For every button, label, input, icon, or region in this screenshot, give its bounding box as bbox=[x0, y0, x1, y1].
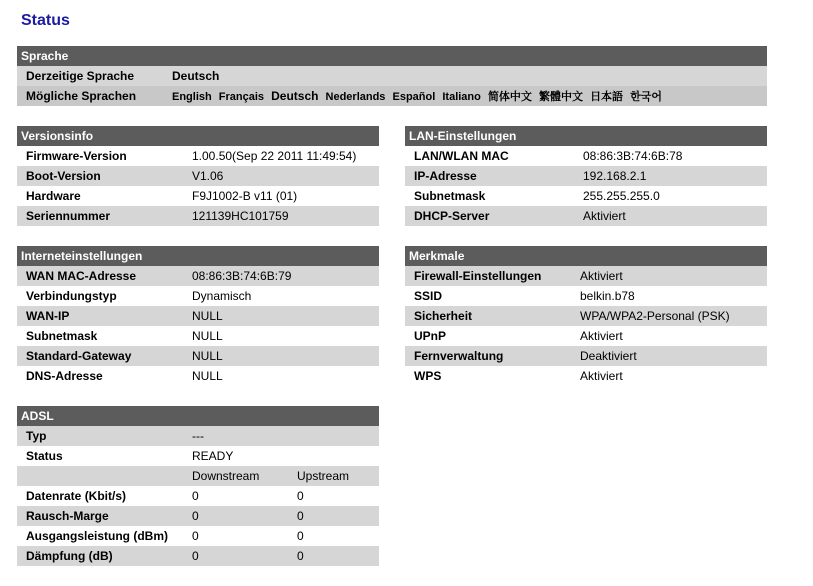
upnp-label: UPnP bbox=[414, 329, 447, 343]
internet-header: Interneteinstellungen bbox=[17, 246, 379, 266]
adsl-row bbox=[17, 506, 379, 526]
versionsinfo-row bbox=[17, 166, 379, 186]
versionsinfo-row bbox=[17, 146, 379, 166]
lan-row bbox=[405, 146, 767, 166]
page-title: Status bbox=[21, 12, 70, 29]
adsl-panel bbox=[17, 406, 379, 566]
remote-management-label: Fernverwaltung bbox=[414, 349, 504, 363]
adsl-type-value: --- bbox=[192, 429, 204, 443]
serial-number-label: Seriennummer bbox=[26, 209, 111, 223]
versionsinfo-panel bbox=[17, 126, 379, 226]
merkmale-row bbox=[405, 346, 767, 366]
downstream-heading: Downstream bbox=[192, 469, 260, 483]
attenuation-upstream: 0 bbox=[297, 549, 304, 563]
language-link-francais[interactable]: Français bbox=[218, 91, 265, 103]
wan-ip-value: NULL bbox=[192, 309, 223, 323]
sprache-available-label: Mögliche Sprachen bbox=[26, 89, 137, 103]
sprache-current-value: Deutsch bbox=[172, 69, 220, 83]
hardware-label: Hardware bbox=[26, 189, 81, 203]
ssid-label: SSID bbox=[414, 289, 443, 303]
lan-row bbox=[405, 206, 767, 226]
internet-row bbox=[17, 366, 379, 386]
merkmale-row bbox=[405, 326, 767, 346]
merkmale-row bbox=[405, 286, 767, 306]
wan-subnetmask-label: Subnetmask bbox=[26, 329, 98, 343]
firmware-version-value: 1.00.50(Sep 22 2011 11:49:54) bbox=[192, 149, 357, 163]
data-rate-downstream: 0 bbox=[192, 489, 199, 503]
wan-mac-value: 08:86:3B:74:6B:79 bbox=[192, 269, 292, 283]
dhcp-server-value: Aktiviert bbox=[583, 209, 626, 223]
firewall-value: Aktiviert bbox=[580, 269, 623, 283]
lan-mac-value: 08:86:3B:74:6B:78 bbox=[583, 149, 683, 163]
data-rate-label: Datenrate (Kbit/s) bbox=[26, 489, 127, 503]
adsl-row bbox=[17, 466, 379, 486]
merkmale-row bbox=[405, 266, 767, 286]
sprache-row-available bbox=[17, 86, 767, 106]
lan-row bbox=[405, 166, 767, 186]
noise-margin-downstream: 0 bbox=[192, 509, 199, 523]
ssid-value: belkin.b78 bbox=[580, 289, 635, 303]
versionsinfo-header: Versionsinfo bbox=[17, 126, 379, 146]
internet-row bbox=[17, 346, 379, 366]
versionsinfo-row bbox=[17, 186, 379, 206]
adsl-header: ADSL bbox=[17, 406, 379, 426]
dns-address-value: NULL bbox=[192, 369, 223, 383]
dns-address-label: DNS-Adresse bbox=[26, 369, 103, 383]
wps-value: Aktiviert bbox=[580, 369, 623, 383]
language-link-nederlands[interactable]: Nederlands bbox=[325, 91, 386, 103]
sprache-current-label: Derzeitige Sprache bbox=[26, 69, 135, 83]
language-link-italiano[interactable]: Italiano bbox=[442, 91, 481, 103]
lan-row bbox=[405, 186, 767, 206]
lan-header: LAN-Einstellungen bbox=[405, 126, 767, 146]
default-gateway-label: Standard-Gateway bbox=[26, 349, 132, 363]
internet-row bbox=[17, 306, 379, 326]
adsl-row bbox=[17, 486, 379, 506]
internet-row bbox=[17, 326, 379, 346]
output-power-label: Ausgangsleistung (dBm) bbox=[26, 529, 169, 543]
noise-margin-upstream: 0 bbox=[297, 509, 304, 523]
sprache-row-current bbox=[17, 66, 767, 86]
wan-ip-label: WAN-IP bbox=[26, 309, 70, 323]
wan-subnetmask-value: NULL bbox=[192, 329, 223, 343]
serial-number-value: 121139HC101759 bbox=[192, 209, 289, 223]
lan-mac-label: LAN/WLAN MAC bbox=[414, 149, 509, 163]
language-link-espanol[interactable]: Español bbox=[392, 91, 436, 103]
boot-version-value: V1.06 bbox=[192, 169, 224, 183]
language-link-deutsch[interactable]: Deutsch bbox=[271, 89, 319, 103]
merkmale-row bbox=[405, 366, 767, 386]
lan-subnetmask-value: 255.255.255.0 bbox=[583, 189, 660, 203]
language-list bbox=[172, 86, 666, 106]
adsl-status-value: READY bbox=[192, 449, 234, 463]
adsl-row bbox=[17, 426, 379, 446]
language-link-english[interactable]: English bbox=[172, 91, 212, 103]
merkmale-row bbox=[405, 306, 767, 326]
language-link-chinese-traditional[interactable]: 繁體中文 bbox=[539, 91, 583, 103]
attenuation-downstream: 0 bbox=[192, 549, 199, 563]
noise-margin-label: Rausch-Marge bbox=[26, 509, 109, 523]
sprache-panel bbox=[17, 46, 767, 106]
security-value: WPA/WPA2-Personal (PSK) bbox=[580, 309, 730, 323]
output-power-downstream: 0 bbox=[192, 529, 199, 543]
versionsinfo-row bbox=[17, 206, 379, 226]
language-link-japanese[interactable]: 日本語 bbox=[590, 91, 624, 103]
upnp-value: Aktiviert bbox=[580, 329, 623, 343]
wps-label: WPS bbox=[414, 369, 442, 383]
default-gateway-value: NULL bbox=[192, 349, 223, 363]
connection-type-label: Verbindungstyp bbox=[26, 289, 117, 303]
connection-type-value: Dynamisch bbox=[192, 289, 252, 303]
ip-address-label: IP-Adresse bbox=[414, 169, 477, 183]
wan-mac-label: WAN MAC-Adresse bbox=[26, 269, 137, 283]
dhcp-server-label: DHCP-Server bbox=[414, 209, 490, 223]
attenuation-label: Dämpfung (dB) bbox=[26, 549, 113, 563]
adsl-row bbox=[17, 546, 379, 566]
upstream-heading: Upstream bbox=[297, 469, 350, 483]
internet-panel bbox=[17, 246, 379, 386]
adsl-row bbox=[17, 446, 379, 466]
lan-subnetmask-label: Subnetmask bbox=[414, 189, 486, 203]
language-link-chinese-simplified[interactable]: 简体中文 bbox=[487, 91, 532, 103]
security-label: Sicherheit bbox=[414, 309, 473, 323]
sprache-header: Sprache bbox=[17, 46, 767, 66]
merkmale-header: Merkmale bbox=[405, 246, 767, 266]
remote-management-value: Deaktiviert bbox=[580, 349, 637, 363]
hardware-value: F9J1002-B v11 (01) bbox=[192, 189, 298, 203]
adsl-type-label: Typ bbox=[26, 429, 47, 443]
ip-address-value: 192.168.2.1 bbox=[583, 169, 647, 183]
internet-row bbox=[17, 286, 379, 306]
output-power-upstream: 0 bbox=[297, 529, 304, 543]
firewall-label: Firewall-Einstellungen bbox=[414, 269, 542, 283]
data-rate-upstream: 0 bbox=[297, 489, 304, 503]
adsl-status-label: Status bbox=[26, 449, 63, 463]
internet-row bbox=[17, 266, 379, 286]
merkmale-panel bbox=[405, 246, 767, 386]
lan-panel bbox=[405, 126, 767, 226]
firmware-version-label: Firmware-Version bbox=[26, 149, 127, 163]
language-link-korean[interactable]: 한국어 bbox=[630, 91, 663, 103]
adsl-row bbox=[17, 526, 379, 546]
boot-version-label: Boot-Version bbox=[26, 169, 101, 183]
